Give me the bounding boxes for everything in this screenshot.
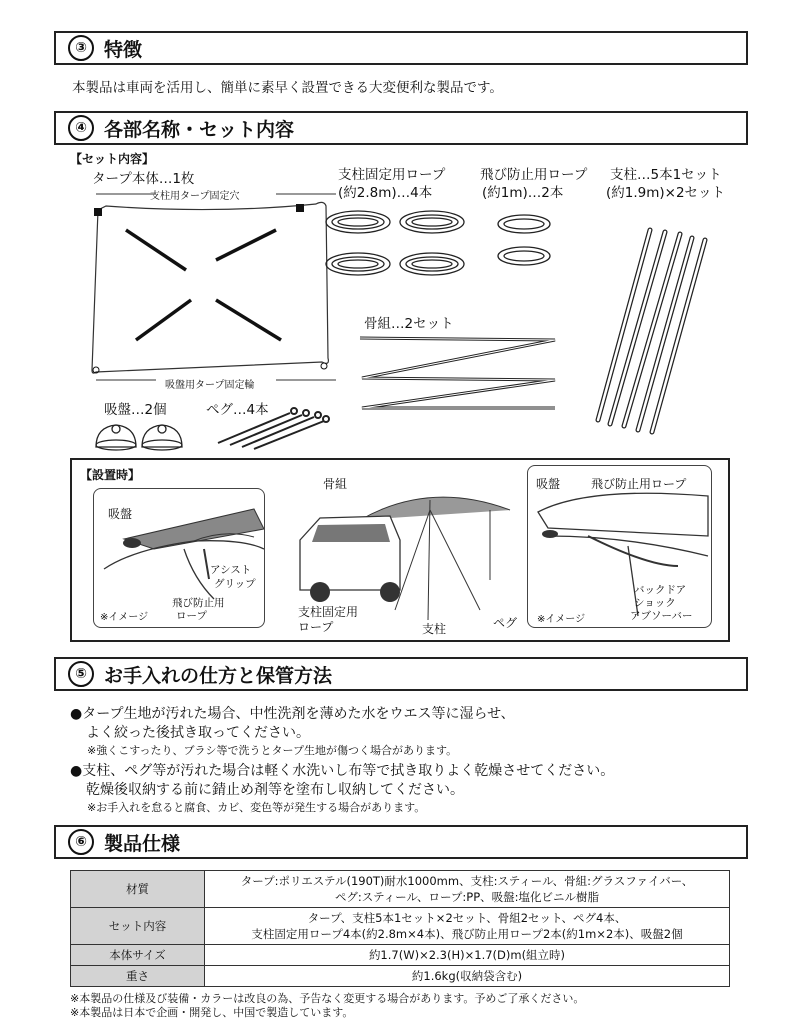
section-title: 各部名称・セット内容 <box>104 118 295 141</box>
pole-label-a: 支柱…5本1セット <box>610 167 722 183</box>
care-bullet-2a: ●支柱、ペグ等が汚れた場合は軽く水洗いし布等で拭き取りよく乾燥させてください。 <box>70 763 615 779</box>
section-6-header <box>54 825 748 859</box>
installation-label: 【設置時】 <box>80 468 141 482</box>
care-bullet-1b: よく絞った後拭き取ってください。 <box>86 725 310 741</box>
section-number: ⑤ <box>68 661 94 687</box>
spec-table <box>70 870 730 987</box>
spec-header: セット内容 <box>71 908 205 945</box>
assist-grip-label-a: アシスト <box>210 564 252 576</box>
spec-value: 約1.6kg(収納袋含む) <box>205 966 730 987</box>
right-fly-rope-label: 飛び防止用ロープ <box>591 477 687 491</box>
rope2-label-b: (約1m)…2本 <box>482 185 564 201</box>
back-door-label-a: バックドア <box>634 584 687 596</box>
pole-callout: 支柱 <box>422 622 447 636</box>
section-number: ④ <box>68 115 94 141</box>
rope1-label-a: 支柱固定用ロープ <box>338 167 446 183</box>
frame-illustration <box>350 330 570 420</box>
tarp-illustration <box>86 190 346 390</box>
left-sucker-label: 吸盤 <box>108 507 133 521</box>
spec-value: タープ:ポリエステル(190T)耐水1000mm、支柱:スティール、骨組:グラスファイバー、 ペグ:スティール、ロープ:PP、吸盤:塩化ビニル樹脂 <box>205 871 730 908</box>
table-row <box>71 871 730 908</box>
short-rope-illustration <box>488 208 568 278</box>
set-contents-label: 【セット内容】 <box>70 152 155 166</box>
rope-coils-illustration <box>320 200 480 290</box>
rope2-label-a: 飛び防止用ロープ <box>480 167 588 183</box>
section-title: 製品仕様 <box>104 832 181 855</box>
pole-label-b: (約1.9m)×2セット <box>606 185 726 201</box>
peg-label: ペグ…4本 <box>206 402 269 418</box>
poles-illustration <box>590 220 730 440</box>
footnote-1: ※本製品の仕様及び装備・カラーは改良の為、予告なく変更する場合があります。予めご了承ください。 <box>70 992 585 1005</box>
frame-callout: 骨組 <box>323 477 348 491</box>
section-5-header <box>54 657 748 691</box>
image-note-right: ※イメージ <box>537 614 586 625</box>
table-row <box>71 945 730 966</box>
sucker-illustration <box>90 415 190 455</box>
back-door-label-b: ショック <box>634 597 676 609</box>
right-sucker-label: 吸盤 <box>536 477 561 491</box>
frame-label: 骨組…2セット <box>364 316 454 332</box>
care-bullet-2b: 乾燥後収納する前に錆止め剤等を塗布し収納してください。 <box>86 782 464 798</box>
section-number: ③ <box>68 35 94 61</box>
footnote-2: ※本製品は日本で企画・開発し、中国で製造しています。 <box>70 1006 354 1019</box>
table-row <box>71 966 730 987</box>
fly-rope-label-b: ロープ <box>176 610 207 622</box>
spec-value: タープ、支柱5本1セット×2セット、骨組2セット、ペグ4本、 支柱固定用ロープ4本(約2.8m×4本)、飛び防止用ロープ2本(約1m×2本)、吸盤2個 <box>205 908 730 945</box>
pole-rope-callout-a: 支柱固定用 <box>298 605 359 619</box>
tarp-label: タープ本体…1枚 <box>92 171 195 187</box>
spec-header: 重さ <box>71 966 205 987</box>
section-4-header <box>54 111 748 145</box>
pole-rope-callout-b: ロープ <box>298 620 334 634</box>
spec-header: 本体サイズ <box>71 945 205 966</box>
tarp-ring-label: 吸盤用タープ固定輪 <box>165 380 255 391</box>
sucker-label: 吸盤…2個 <box>104 402 167 418</box>
section-number: ⑥ <box>68 829 94 855</box>
care-bullet-1a: ●タープ生地が汚れた場合、中性洗剤を薄めた水をウエス等に湿らせ、 <box>70 706 515 722</box>
tarp-hole-label: 支柱用タープ固定穴 <box>150 191 240 202</box>
spec-value: 約1.7(W)×2.3(H)×1.7(D)m(組立時) <box>205 945 730 966</box>
care-note-2: ※お手入れを怠ると腐食、カビ、変色等が発生する場合があります。 <box>87 801 426 814</box>
spec-header: 材質 <box>71 871 205 908</box>
back-door-label-c: アブソーバー <box>630 610 693 622</box>
section-title: 特徴 <box>104 38 143 61</box>
image-note-left: ※イメージ <box>100 612 149 623</box>
table-row <box>71 908 730 945</box>
peg-callout: ペグ <box>493 616 518 630</box>
fly-rope-label-a: 飛び防止用 <box>172 597 225 609</box>
assist-grip-label-b: グリップ <box>214 578 256 590</box>
section-3-header <box>54 31 748 65</box>
rope1-label-b: (約2.8m)…4本 <box>338 185 433 201</box>
section-title: お手入れの仕方と保管方法 <box>104 664 333 687</box>
care-note-1: ※強くこすったり、ブラシ等で洗うとタープ生地が傷つく場合があります。 <box>87 744 458 757</box>
features-text: 本製品は車両を活用し、簡単に素早く設置できる大変便利な製品です。 <box>72 80 503 96</box>
peg-illustration <box>210 405 330 450</box>
